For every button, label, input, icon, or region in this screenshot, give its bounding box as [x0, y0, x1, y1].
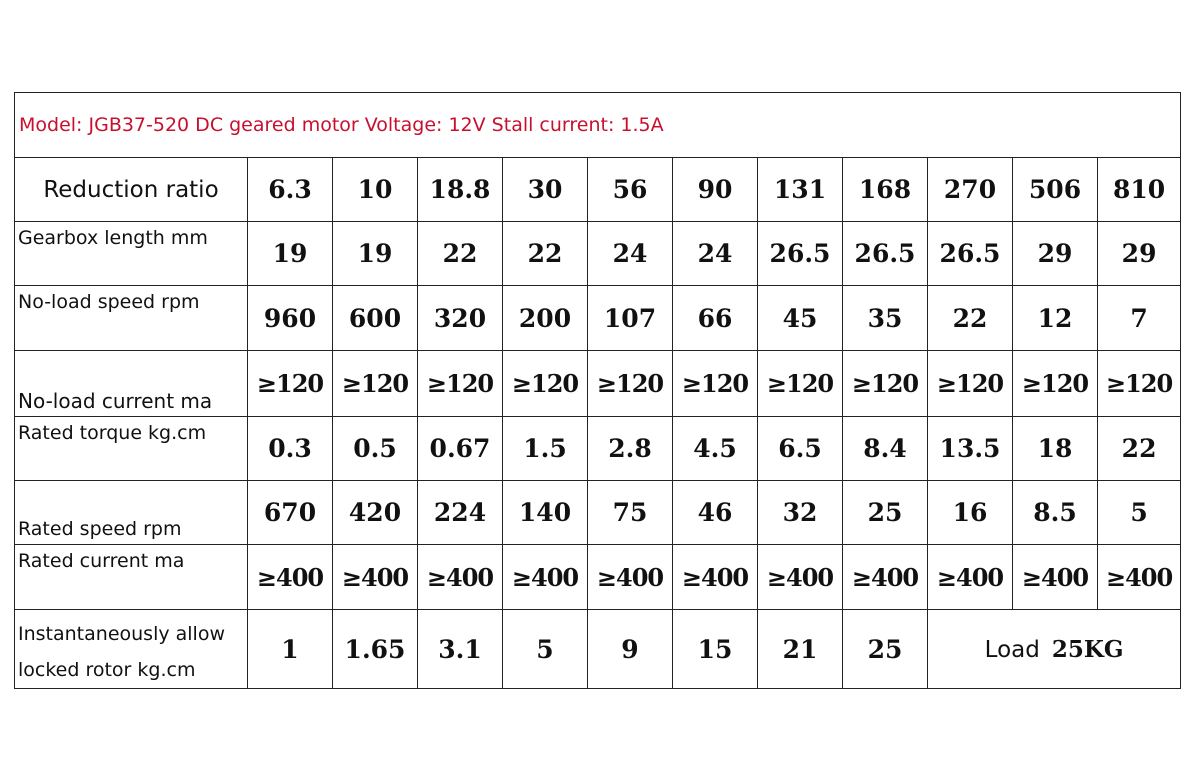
value-cell: 26.5	[758, 222, 843, 286]
value-cell: 22	[503, 222, 588, 286]
rated-speed-row	[15, 481, 1181, 545]
value-cell: 1.65	[333, 610, 418, 689]
value-cell: 200	[503, 286, 588, 351]
value-cell: 6.5	[758, 417, 843, 481]
value-cell: 9	[588, 610, 673, 689]
value-cell: 7	[1098, 286, 1181, 351]
value-cell: ≥400	[333, 545, 418, 610]
value-cell: ≥400	[673, 545, 758, 610]
value-cell: 24	[588, 222, 673, 286]
value-cell: 25	[843, 481, 928, 545]
value-cell: 224	[418, 481, 503, 545]
value-cell: 8.5	[1013, 481, 1098, 545]
load-cell	[928, 610, 1181, 689]
value-cell: 3.1	[418, 610, 503, 689]
value-cell: 66	[673, 286, 758, 351]
value-cell: ≥400	[503, 545, 588, 610]
load-label: Load	[984, 636, 1040, 663]
value-cell: 26.5	[843, 222, 928, 286]
value-cell: 8.4	[843, 417, 928, 481]
value-cell: 19	[248, 222, 333, 286]
value-cell: ≥120	[1013, 351, 1098, 417]
gearbox-length-row	[15, 222, 1181, 286]
no-load-speed-row	[15, 286, 1181, 351]
locked-rotor-row	[15, 610, 1181, 689]
rated-current-row	[15, 545, 1181, 610]
value-cell: 46	[673, 481, 758, 545]
row-label: No-load current ma	[15, 351, 248, 417]
row-label: Gearbox length mm	[15, 222, 248, 286]
value-cell: ≥120	[1098, 351, 1181, 417]
value-cell: 29	[1013, 222, 1098, 286]
value-cell: 18	[1013, 417, 1098, 481]
value-cell: 12	[1013, 286, 1098, 351]
value-cell: 32	[758, 481, 843, 545]
value-cell: ≥400	[248, 545, 333, 610]
value-cell: ≥400	[843, 545, 928, 610]
ratio-cell: 131	[758, 158, 843, 222]
value-cell: 19	[333, 222, 418, 286]
value-cell: 22	[1098, 417, 1181, 481]
value-cell: ≥120	[503, 351, 588, 417]
value-cell: 5	[1098, 481, 1181, 545]
row-label-line: Instantaneously allow	[18, 623, 225, 645]
value-cell: 1	[248, 610, 333, 689]
ratio-cell: 506	[1013, 158, 1098, 222]
value-cell: 35	[843, 286, 928, 351]
value-cell: 1.5	[503, 417, 588, 481]
ratio-cell: 270	[928, 158, 1013, 222]
value-cell: 15	[673, 610, 758, 689]
row-label: Rated current ma	[15, 545, 248, 610]
value-cell: ≥120	[928, 351, 1013, 417]
ratio-cell: 810	[1098, 158, 1181, 222]
row-label: No-load speed rpm	[15, 286, 248, 351]
value-cell: ≥120	[673, 351, 758, 417]
ratio-cell: 6.3	[248, 158, 333, 222]
row-label	[15, 610, 248, 689]
value-cell: 107	[588, 286, 673, 351]
value-cell: ≥400	[1098, 545, 1181, 610]
value-cell: 21	[758, 610, 843, 689]
ratio-cell: 18.8	[418, 158, 503, 222]
ratio-cell: 10	[333, 158, 418, 222]
row-label: Rated torque kg.cm	[15, 417, 248, 481]
row-label-line: locked rotor kg.cm	[18, 659, 196, 681]
value-cell: 75	[588, 481, 673, 545]
value-cell: ≥400	[418, 545, 503, 610]
value-cell: 320	[418, 286, 503, 351]
value-cell: 29	[1098, 222, 1181, 286]
ratio-cell: 90	[673, 158, 758, 222]
value-cell: ≥400	[1013, 545, 1098, 610]
value-cell: 140	[503, 481, 588, 545]
value-cell: ≥400	[588, 545, 673, 610]
ratio-cell: 30	[503, 158, 588, 222]
value-cell: ≥120	[333, 351, 418, 417]
value-cell: ≥120	[758, 351, 843, 417]
value-cell: 960	[248, 286, 333, 351]
value-cell: ≥400	[758, 545, 843, 610]
value-cell: 4.5	[673, 417, 758, 481]
load-value: 25KG	[1051, 635, 1124, 663]
value-cell: 600	[333, 286, 418, 351]
ratio-cell: 168	[843, 158, 928, 222]
value-cell: 26.5	[928, 222, 1013, 286]
value-cell: 2.8	[588, 417, 673, 481]
value-cell: ≥120	[843, 351, 928, 417]
value-cell: 0.67	[418, 417, 503, 481]
rated-torque-row	[15, 417, 1181, 481]
no-load-current-row	[15, 351, 1181, 417]
value-cell: 16	[928, 481, 1013, 545]
row-label: Reduction ratio	[15, 158, 248, 222]
value-cell: 13.5	[928, 417, 1013, 481]
title-row	[15, 93, 1181, 158]
value-cell: 0.5	[333, 417, 418, 481]
value-cell: 45	[758, 286, 843, 351]
ratio-cell: 56	[588, 158, 673, 222]
specification-table	[14, 92, 1181, 689]
row-label: Rated speed rpm	[15, 481, 248, 545]
value-cell: ≥400	[928, 545, 1013, 610]
value-cell: 24	[673, 222, 758, 286]
value-cell: 670	[248, 481, 333, 545]
value-cell: ≥120	[588, 351, 673, 417]
model-title: Model: JGB37-520 DC geared motor Voltage: 12V Stall current: 1.5A	[15, 93, 1181, 158]
value-cell: ≥120	[248, 351, 333, 417]
value-cell: 22	[418, 222, 503, 286]
value-cell: 22	[928, 286, 1013, 351]
value-cell: 5	[503, 610, 588, 689]
value-cell: ≥120	[418, 351, 503, 417]
value-cell: 420	[333, 481, 418, 545]
reduction-ratio-row	[15, 158, 1181, 222]
value-cell: 25	[843, 610, 928, 689]
value-cell: 0.3	[248, 417, 333, 481]
